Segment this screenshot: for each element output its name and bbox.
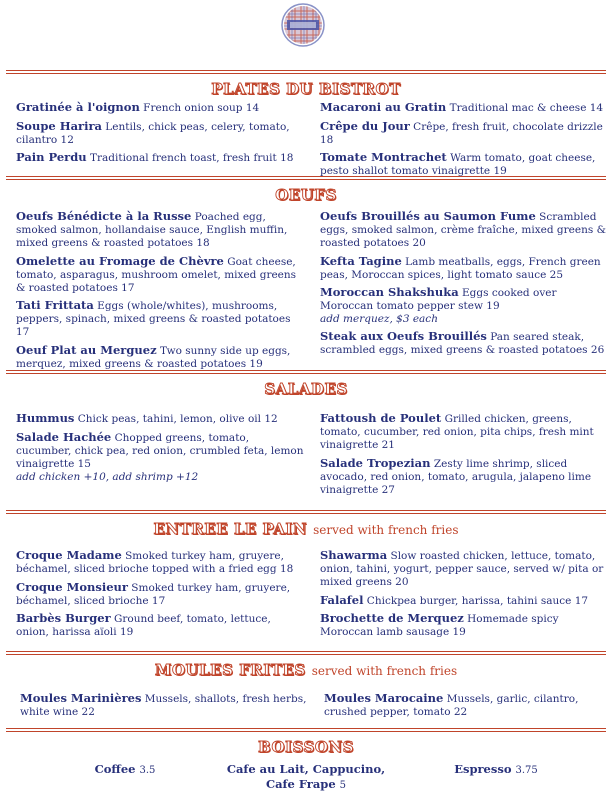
item-name: Shawarma: [320, 548, 388, 562]
salades-right-column: [320, 412, 606, 501]
restaurant-logo-icon: [281, 3, 325, 47]
item-description: Slow roasted chicken, lettuce, tomato, onion, tahini, yogurt, pepper sauce, served w/ pita or mixed greens 20: [320, 550, 604, 588]
plates-right-column: [320, 101, 606, 183]
menu-item: [320, 255, 606, 282]
entree-left-column: [16, 549, 306, 644]
menu-item: [320, 101, 606, 115]
item-name: Oeufs Bénédicte à la Russe: [16, 209, 192, 223]
item-description: Chopped greens, tomato, cucumber, chick pea, red onion, crumbled feta, lemon vinaigrette 15: [16, 431, 304, 470]
section-title: ENTREE LE PAIN: [153, 520, 308, 538]
item-name: Moules Marocaine: [324, 691, 444, 705]
item-description: Pan seared steak, scrambled eggs, mixed greens & roasted potatoes 26: [320, 331, 605, 356]
item-name: Fattoush de Poulet: [320, 411, 442, 425]
menu-item: [320, 210, 606, 250]
item-description: Smoked turkey ham, gruyere, béchamel, sliced brioche 17: [16, 581, 291, 607]
menu-item: [320, 549, 606, 589]
item-description: Warm tomato, goat cheese, pesto shallot tomato vinaigrette 19: [320, 152, 596, 177]
section-subtitle: served with french fries: [311, 664, 458, 678]
item-name: Barbès Burger: [16, 611, 111, 625]
menu-item: [16, 210, 306, 250]
item-description: Ground beef, tomato, lettuce, onion, harissa aïoli 19: [16, 613, 271, 638]
menu-item: [16, 151, 306, 165]
moules-right-column: [324, 692, 610, 724]
section-header-moules: [0, 651, 612, 679]
drink-item: [80, 762, 170, 778]
drink-name: Cafe au Lait, Cappucino, Cafe Frape: [226, 762, 386, 791]
section-title: OEUFS: [275, 186, 337, 204]
plates-left-column: [16, 101, 306, 170]
item-description: Eggs cooked over Moroccan tomato pepper stew 19: [320, 287, 557, 312]
item-description: Chickpea burger, harissa, tahini sauce 17: [366, 594, 589, 607]
drink-item: [216, 762, 396, 792]
item-description: Grilled chicken, greens, tomato, cucumber, red onion, pita chips, fresh mint vinaigrette 21: [320, 413, 594, 451]
item-description: Mussels, garlic, cilantro, crushed pepper, tomato 22: [324, 693, 579, 718]
item-name: Gratinée à l'oignon: [16, 100, 140, 114]
item-description: Scrambled eggs, smoked salmon, crème fraîche, mixed greens & roasted potatoes 20: [320, 211, 606, 249]
drink-name: Espresso: [454, 762, 512, 776]
section-subtitle: served with french fries: [313, 523, 459, 537]
menu-item: [16, 581, 306, 608]
section-header-plates: [0, 70, 612, 98]
item-name: Salade Hachée: [16, 429, 112, 444]
item-description: Eggs (whole/whites), mushrooms, peppers, spinach, mixed greens & roasted potatoes 17: [16, 300, 291, 338]
menu-item: [320, 612, 606, 639]
menu-item: [16, 612, 306, 639]
menu-item: [16, 431, 306, 484]
section-title: PLATES DU BISTROT: [211, 80, 401, 98]
item-description: Chick peas, tahini, lemon, olive oil 12: [77, 413, 278, 425]
item-name: Salade Tropezian: [320, 455, 431, 470]
item-name: Soupe Harira: [16, 118, 102, 133]
section-title: SALADES: [264, 380, 348, 398]
item-description: Homemade spicy Moroccan lamb sausage 19: [320, 613, 559, 638]
menu-item: [320, 286, 606, 326]
menu-item: [320, 330, 606, 357]
item-name: Omelette au Fromage de Chèvre: [16, 253, 224, 268]
salades-left-column: [16, 412, 306, 488]
menu-item: [324, 692, 610, 719]
item-description: Traditional french toast, fresh fruit 18: [89, 152, 294, 164]
item-description: Smoked turkey ham, gruyere, béchamel, sliced brioche topped with a fried egg 18: [16, 550, 294, 575]
menu-item: [16, 255, 306, 295]
menu-item: [16, 412, 306, 426]
item-description: Crêpe, fresh fruit, chocolate drizzle 18: [320, 120, 603, 146]
section-header-entree: [0, 510, 612, 538]
item-description: French onion soup 14: [143, 102, 260, 114]
item-description: Poached egg, smoked salmon, hollandaise sauce, English muffin, mixed greens & roasted potatoes 18: [16, 211, 288, 249]
menu-item: [16, 344, 306, 371]
entree-right-column: [320, 549, 606, 644]
item-name: Kefta Tagine: [320, 253, 402, 268]
drink-price: 5: [339, 780, 347, 791]
section-header-boissons: [0, 728, 612, 756]
item-description: Lentils, chick peas, celery, tomato, cilantro 12: [16, 120, 290, 146]
drink-price: 3.5: [139, 765, 156, 776]
menu-item: [16, 299, 306, 339]
item-description: Mussels, shallots, fresh herbs, white wine 22: [20, 693, 307, 718]
section-header-oeufs: [0, 176, 612, 204]
item-description: Zesty lime shrimp, sliced avocado, red onion, tomato, arugula, jalapeno lime vinaigrette 27: [320, 457, 592, 496]
item-name: Pain Perdu: [16, 150, 87, 164]
item-name: Oeufs Brouillés au Saumon Fume: [320, 209, 536, 223]
section-title: MOULES FRITES: [154, 661, 306, 679]
item-name: Crêpe du Jour: [320, 118, 410, 133]
drink-price: 3.75: [515, 765, 538, 776]
item-name: Falafel: [320, 592, 364, 607]
section-header-salades: [0, 370, 612, 398]
moules-left-column: [20, 692, 310, 724]
item-name: Brochette de Merquez: [320, 611, 464, 625]
item-name: Moules Marinières: [20, 691, 142, 705]
item-note: add merquez, $3 each: [320, 313, 438, 325]
drink-item: [446, 762, 546, 778]
item-name: Tomate Montrachet: [320, 150, 447, 164]
item-name: Moroccan Shakshuka: [320, 285, 459, 299]
item-name: Steak aux Oeufs Brouillés: [320, 329, 487, 343]
menu-item: [16, 549, 306, 576]
item-name: Tati Frittata: [16, 298, 94, 312]
item-name: Macaroni au Gratin: [320, 100, 447, 114]
item-name: Croque Monsieur: [16, 579, 128, 594]
oeufs-right-column: [320, 210, 606, 362]
item-name: Hummus: [16, 411, 75, 425]
item-name: Oeuf Plat au Merguez: [16, 342, 157, 357]
section-title: BOISSONS: [258, 738, 354, 756]
item-name: Croque Madame: [16, 548, 122, 562]
menu-item: [320, 412, 606, 452]
menu-item: [320, 594, 606, 608]
item-description: Two sunny side up eggs, merquez, mixed greens & roasted potatoes 19: [16, 344, 291, 370]
menu-item: [20, 692, 310, 719]
menu-item: [16, 101, 306, 115]
drink-name: Coffee: [94, 762, 136, 776]
menu-item: [320, 120, 606, 147]
menu-item: [320, 151, 606, 178]
item-note: add chicken +10, add shrimp +12: [16, 470, 199, 483]
oeufs-left-column: [16, 210, 306, 375]
menu-item: [320, 457, 606, 497]
item-description: Lamb meatballs, eggs, French green peas, Moroccan spices, light tomato sauce 25: [320, 255, 601, 281]
item-description: Goat cheese, tomato, asparagus, mushroom omelet, mixed greens & roasted potatoes 17: [16, 255, 297, 294]
item-description: Traditional mac & cheese 14: [449, 102, 604, 114]
menu-item: [16, 120, 306, 147]
